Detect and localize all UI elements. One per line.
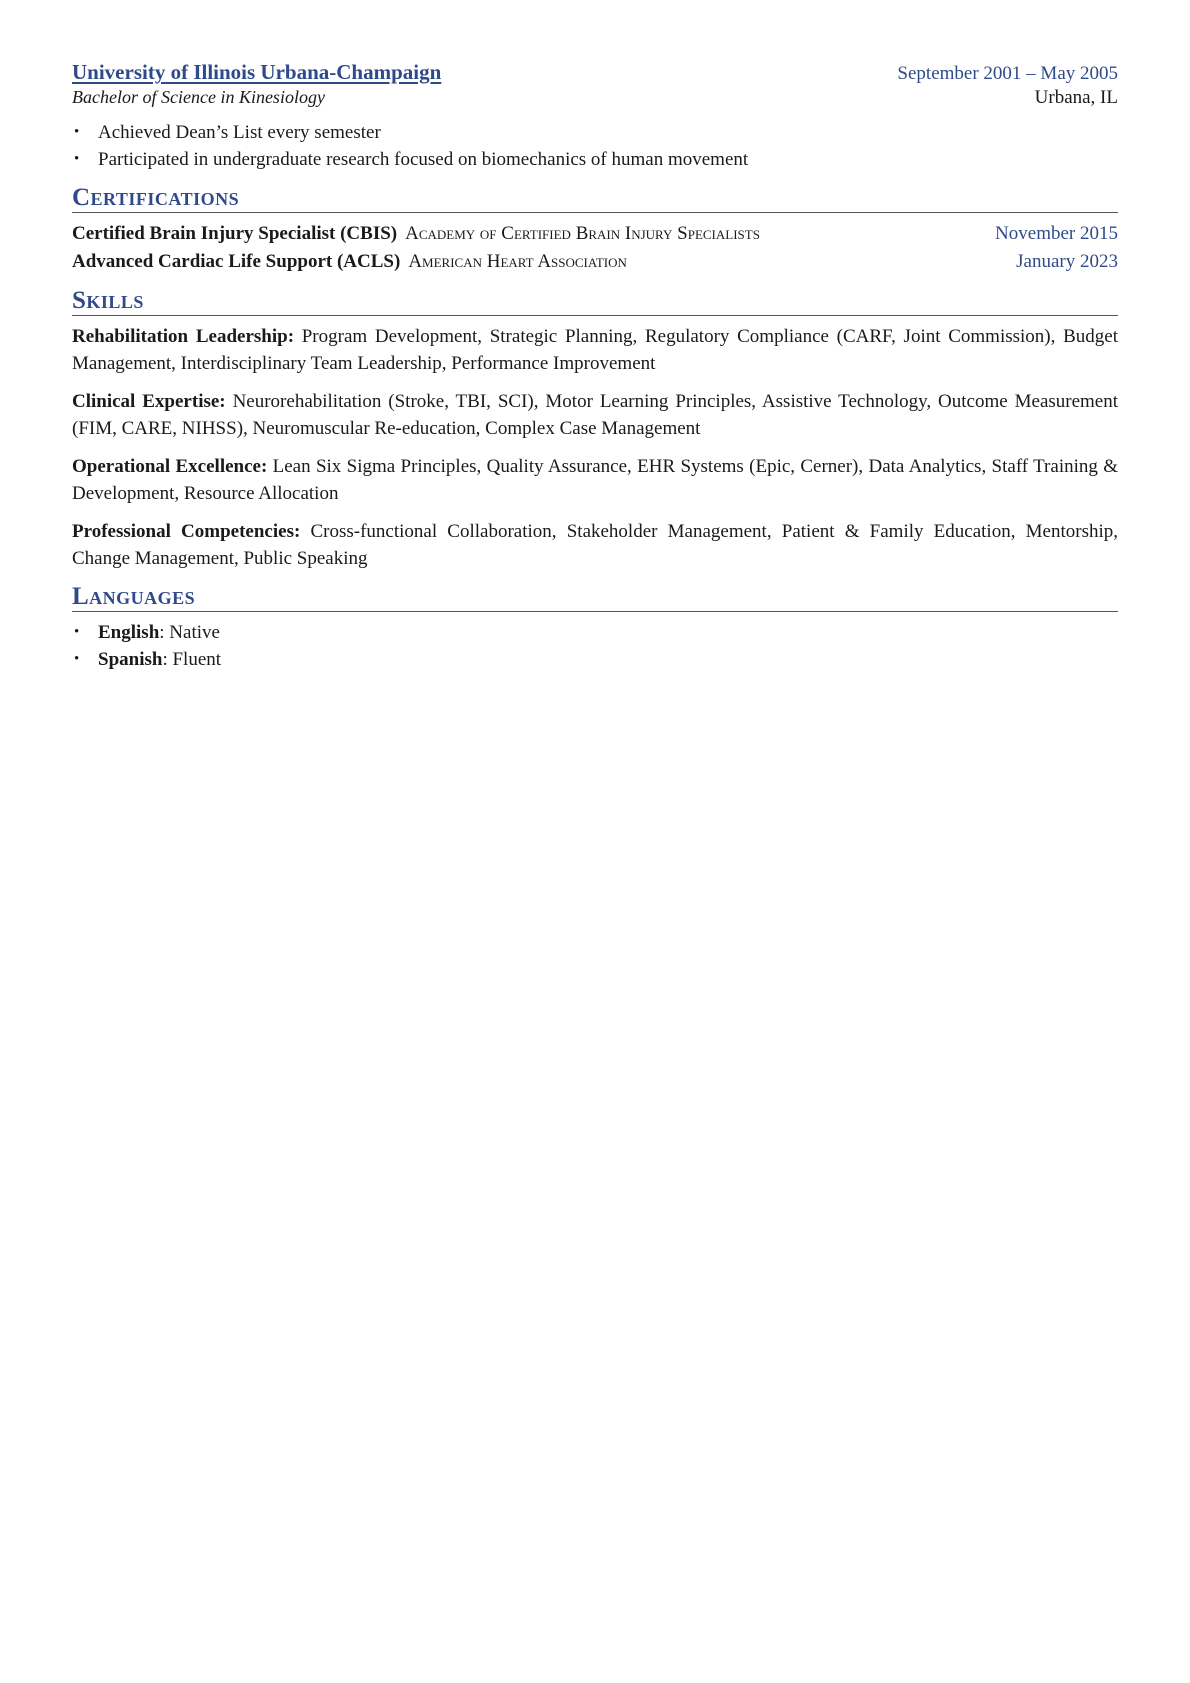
skill-group — [72, 518, 1118, 572]
degree: Bachelor of Science in Kinesiology — [72, 87, 325, 107]
language-name: English — [98, 622, 160, 643]
skills-heading: Skills — [72, 288, 1118, 316]
education-dates: September 2001 – May 2005 — [897, 63, 1118, 84]
education-subheader-row — [72, 87, 1118, 109]
language-name: Spanish — [98, 649, 163, 670]
certification-date: November 2015 — [995, 223, 1118, 244]
certification-name: Advanced Cardiac Life Support (ACLS) — [72, 251, 401, 272]
education-entry — [72, 60, 1118, 173]
language-level: Native — [169, 622, 220, 643]
certification-org: American Heart Association — [408, 251, 627, 272]
languages-heading: Languages — [72, 584, 1118, 612]
skill-label: Professional Competencies: — [72, 521, 301, 542]
resume-page — [72, 60, 1118, 673]
education-location: Urbana, IL — [1034, 87, 1118, 108]
language-level: Fluent — [172, 649, 222, 670]
certifications-heading: Certifications — [72, 185, 1118, 213]
skills-list — [72, 323, 1118, 572]
school-link[interactable]: University of Illinois Urbana-Champaign — [72, 60, 442, 84]
certifications-list — [72, 220, 1118, 276]
certification-org: Academy of Certified Brain Injury Specialists — [405, 223, 760, 244]
languages-list — [72, 619, 1118, 673]
list-item: • Achieved Dean’s List every semester — [98, 119, 1118, 146]
skill-label: Operational Excellence: — [72, 456, 268, 477]
certification-row — [72, 248, 1118, 276]
skill-label: Rehabilitation Leadership: — [72, 326, 295, 347]
skill-text: Lean Six Sigma Principles, Quality Assurance, EHR Systems (Epic, Cerner), Data Analytics, Staff Training & Development, Resource Allocation — [72, 456, 1118, 504]
skill-group — [72, 323, 1118, 377]
list-item: • Participated in undergraduate research focused on biomechanics of human movement — [98, 146, 1118, 173]
skill-group — [72, 453, 1118, 507]
skill-label: Clinical Expertise: — [72, 391, 226, 412]
certification-name: Certified Brain Injury Specialist (CBIS) — [72, 223, 398, 244]
skill-text: Cross-functional Collaboration, Stakeholder Management, Patient & Family Education, Mentorship, Change Management, Public Speaking — [72, 521, 1118, 569]
certification-row — [72, 220, 1118, 248]
list-item: • English: Native — [98, 619, 1118, 646]
skill-text: Program Development, Strategic Planning, Regulatory Compliance (CARF, Joint Commission), Budget Management, Interdisciplinary Team Leadership, Performance Improvement — [72, 326, 1118, 374]
education-bullets — [72, 119, 1118, 173]
education-header-row — [72, 60, 1118, 85]
skill-group — [72, 388, 1118, 442]
skill-text: Neurorehabilitation (Stroke, TBI, SCI), Motor Learning Principles, Assistive Technology, Outcome Measurement (FIM, CARE, NIHSS), Neuromuscular Re-education, Complex Case Management — [72, 391, 1119, 439]
certification-date: January 2023 — [1016, 251, 1118, 272]
list-item: • Spanish: Fluent — [98, 646, 1118, 673]
